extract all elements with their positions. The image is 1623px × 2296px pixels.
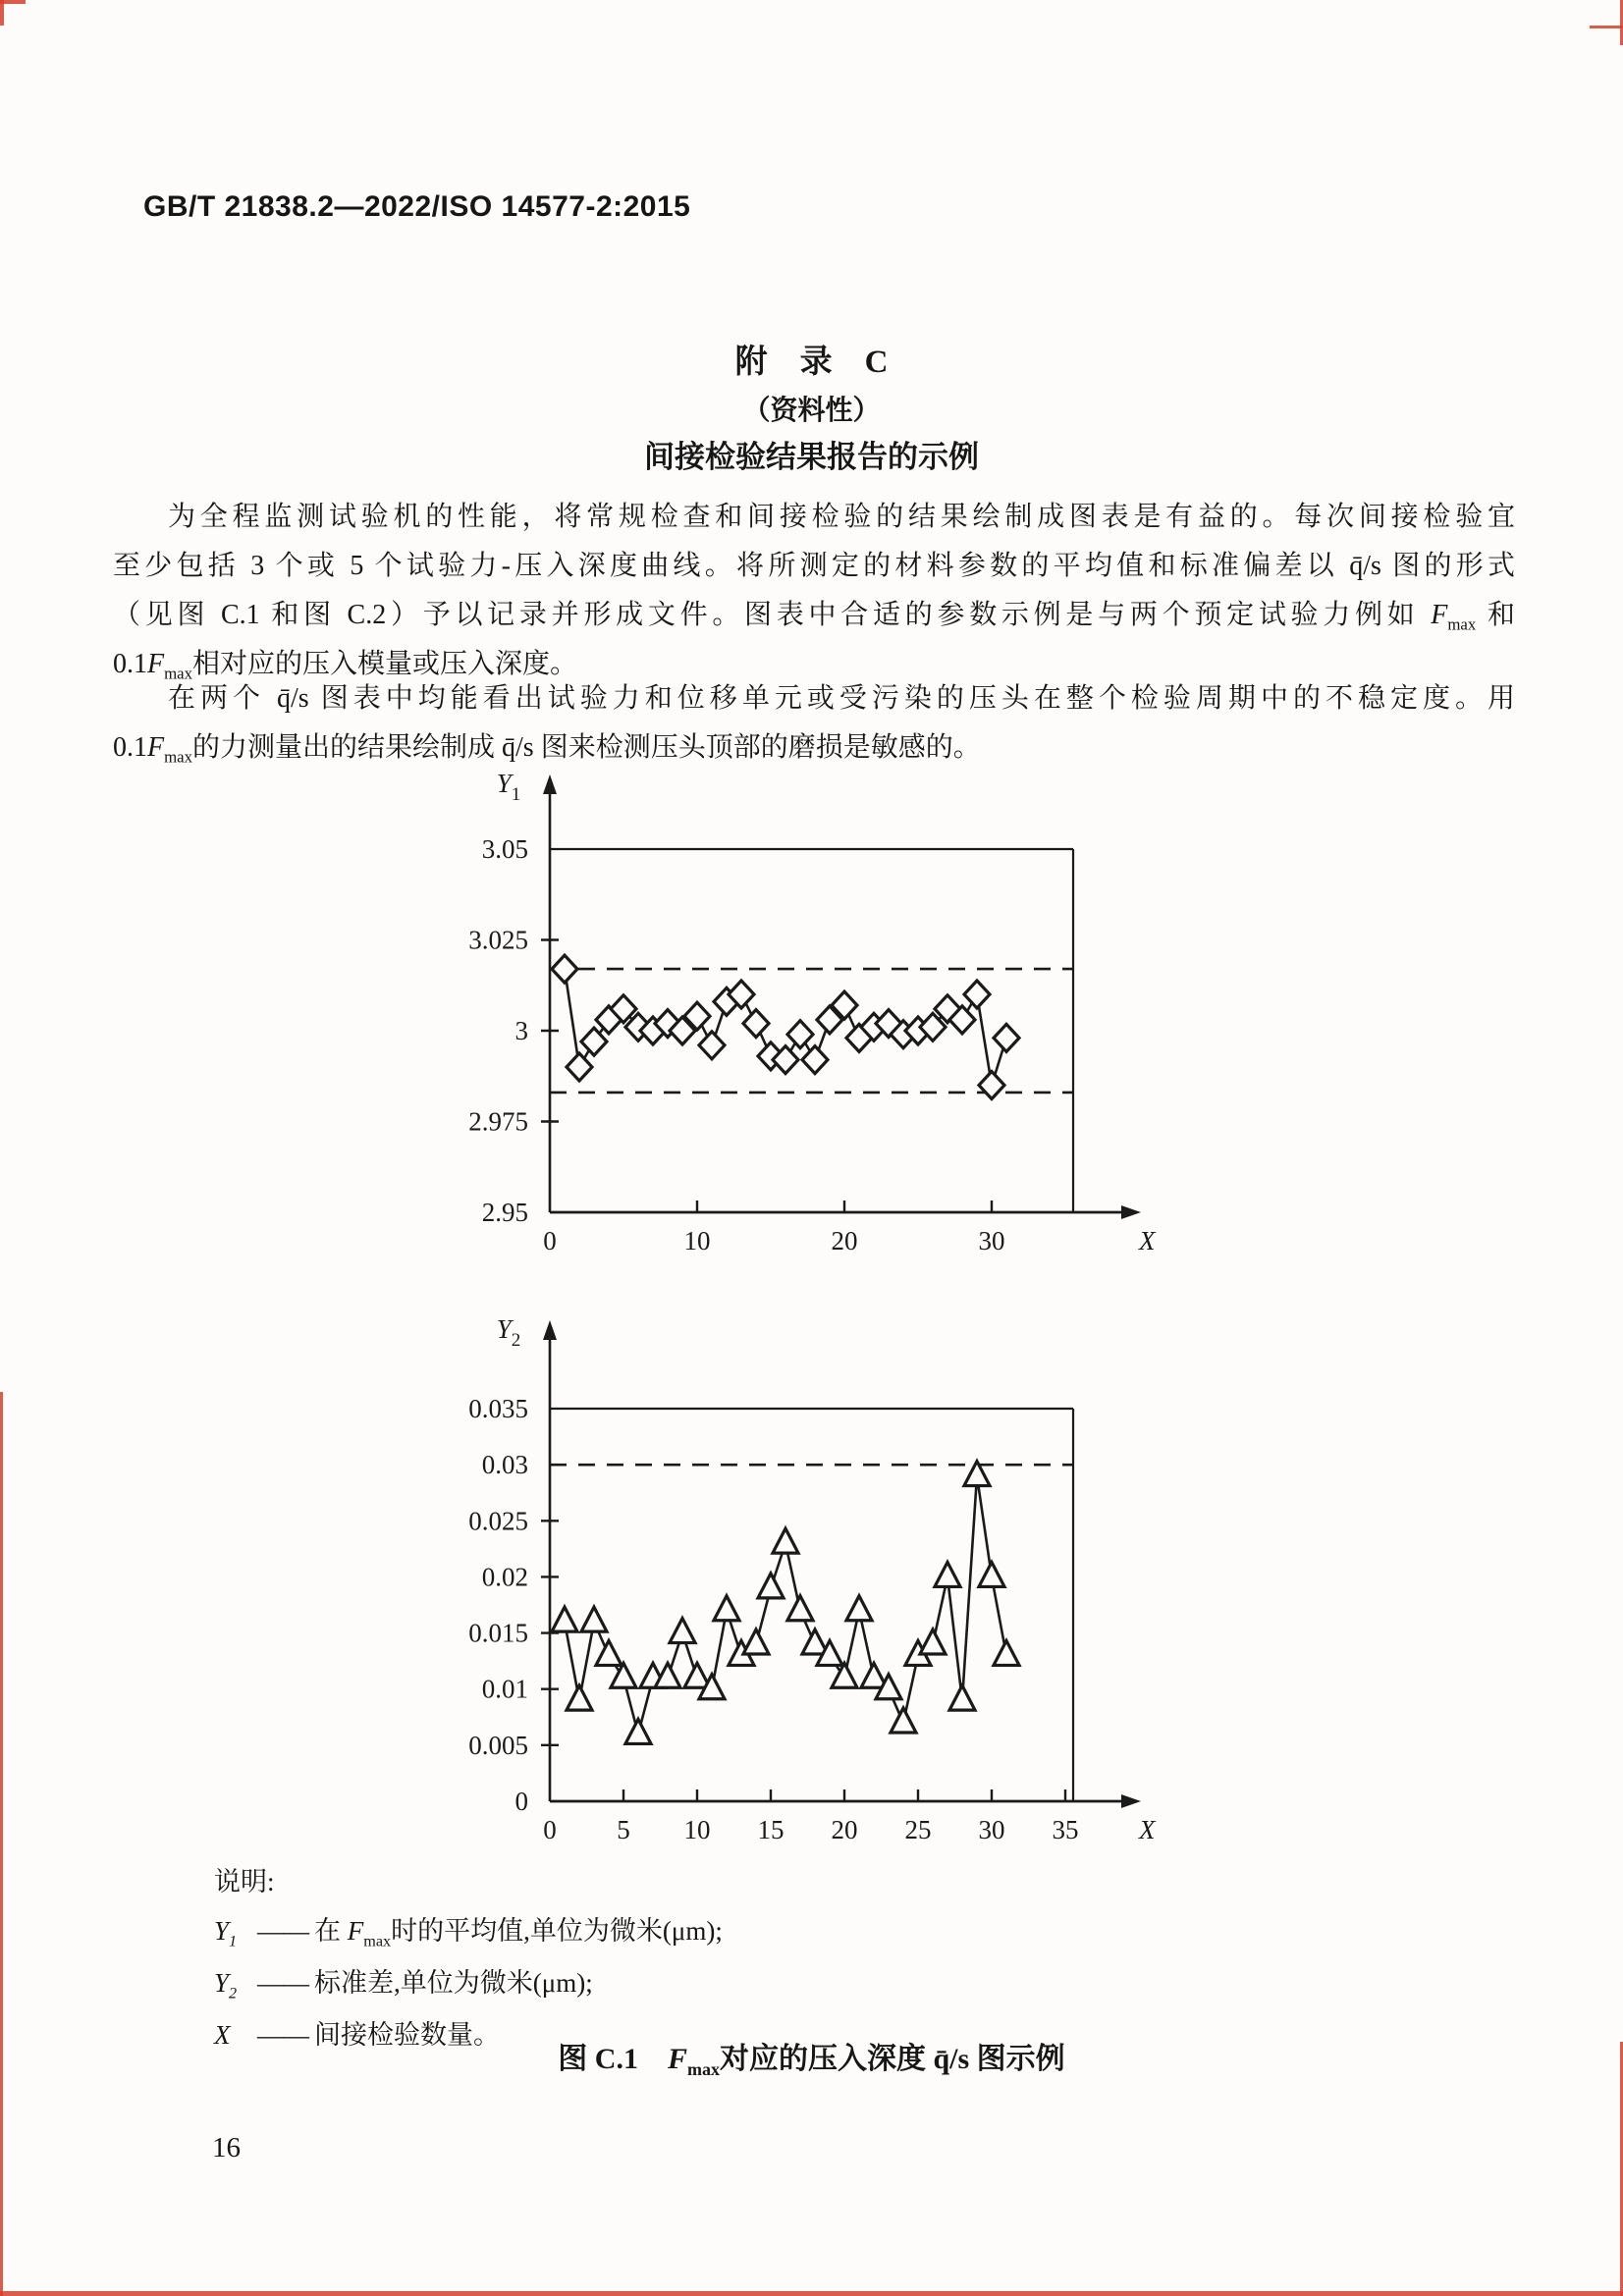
triangle-marker (625, 1719, 651, 1743)
svg-text:3.05: 3.05 (481, 834, 528, 864)
svg-text:0.005: 0.005 (468, 1730, 528, 1760)
triangle-marker (581, 1607, 607, 1631)
scan-artifact-left-line (0, 1392, 3, 2296)
svg-text:10: 10 (683, 1226, 711, 1255)
svg-text:2.975: 2.975 (468, 1106, 528, 1137)
diamond-marker (552, 955, 577, 983)
svg-text:X: X (1139, 1226, 1156, 1255)
triangle-marker (596, 1640, 622, 1665)
svg-text:X: X (1139, 1815, 1156, 1844)
svg-text:10: 10 (683, 1815, 711, 1844)
diamond-marker (743, 1010, 769, 1038)
triangle-marker (920, 1629, 946, 1654)
triangle-marker (743, 1629, 769, 1654)
diamond-marker (802, 1046, 828, 1074)
scan-artifact-bottom-line (0, 2291, 1623, 2296)
appendix-heading: 间接检验结果报告的示例 (644, 440, 979, 474)
legend-item-x: X —— 间接检验数量。 (214, 2020, 500, 2050)
scan-artifact-topleft-v (0, 0, 4, 26)
svg-text:0.03: 0.03 (481, 1450, 528, 1480)
diamond-marker (994, 1024, 1019, 1051)
svg-text:5: 5 (617, 1815, 630, 1844)
scan-artifact-topright (1590, 26, 1623, 28)
triangle-marker (832, 1663, 857, 1687)
page-number: 16 (212, 2132, 241, 2163)
chart-y2-stddev-vs-x (353, 1301, 1217, 1890)
svg-text:30: 30 (978, 1815, 1005, 1844)
svg-text:30: 30 (978, 1226, 1005, 1255)
diamond-marker (567, 1053, 592, 1081)
paragraph-line: $0.1F_{max}$的力测量出的结果绘制成 q̄/s 图来检测压头顶部的磨损是敏感的。 (113, 732, 981, 767)
paragraph-line: 为全程监测试验机的性能，将常规检查和间接检验的结果绘制成图表是有益的。每次间接检验宜 (168, 502, 1515, 532)
svg-text:2.95: 2.95 (481, 1198, 528, 1227)
triangle-marker (670, 1619, 695, 1643)
appendix-subtitle: （资料性） (742, 396, 881, 426)
triangle-marker (846, 1596, 872, 1621)
triangle-marker (994, 1640, 1019, 1665)
svg-text:15: 15 (757, 1815, 784, 1844)
appendix-title: 附 录 C (734, 345, 889, 380)
legend-item-y1: $Y_1$ —— 在 $F_{max}$时的平均值,单位为微米(μm); (214, 1916, 723, 1950)
diamond-marker (979, 1072, 1004, 1099)
triangle-marker (787, 1596, 813, 1621)
svg-text:0: 0 (543, 1815, 557, 1844)
svg-text:Y1: $Y_1$ (496, 769, 521, 805)
triangle-marker (567, 1685, 592, 1710)
svg-text:0.025: 0.025 (468, 1506, 528, 1536)
svg-text:3: 3 (514, 1016, 528, 1045)
legend-label: 说明: (214, 1867, 275, 1896)
svg-text:Y2: $Y_2$ (496, 1314, 521, 1351)
diamond-marker (699, 1032, 725, 1059)
diamond-marker (581, 1028, 607, 1055)
triangle-marker (935, 1562, 960, 1586)
svg-text:0.02: 0.02 (481, 1562, 528, 1592)
svg-text:20: 20 (831, 1226, 858, 1255)
svg-text:3.025: 3.025 (468, 925, 528, 955)
triangle-marker (979, 1562, 1004, 1586)
diamond-marker (964, 981, 990, 1008)
paragraph-2 (113, 674, 1515, 773)
diamond-marker (787, 1021, 813, 1048)
legend-item-y2: $Y_2$ —— 标准差,单位为微米(μm); (214, 1968, 593, 2002)
paragraph-line: 至少包括 3 个或 5 个试验力-压入深度曲线。将所测定的材料参数的平均值和标准偏差以 q̄/s 图的形式 (113, 551, 1515, 581)
chart-y1-mean-vs-x (353, 761, 1217, 1286)
triangle-marker (552, 1607, 577, 1631)
figure-caption: 图 C.1 $F_{max}$对应的压入深度 q̄/s 图示例 (558, 2043, 1065, 2079)
svg-text:0.035: 0.035 (468, 1394, 528, 1423)
triangle-marker (611, 1663, 636, 1687)
triangle-marker (891, 1708, 916, 1733)
svg-text:0: 0 (543, 1226, 557, 1255)
paragraph-1 (113, 493, 1515, 689)
standard-number: GB/T 21838.2—2022/ISO 14577-2:2015 (143, 190, 691, 223)
svg-text:35: 35 (1052, 1815, 1079, 1844)
triangle-marker (773, 1528, 798, 1553)
paragraph-line: $0.1F_{max}$相对应的压入模量或压入深度。 (113, 649, 578, 683)
svg-text:0.01: 0.01 (481, 1674, 528, 1704)
svg-text:0: 0 (514, 1787, 528, 1816)
svg-text:20: 20 (831, 1815, 858, 1844)
triangle-marker (949, 1685, 975, 1710)
paragraph-line: 在两个 q̄/s 图表中均能看出试验力和位移单元或受污染的压头在整个检验周期中的不稳定度。用 (168, 683, 1515, 714)
triangle-marker (758, 1574, 784, 1598)
triangle-marker (714, 1596, 739, 1621)
paragraph-line: （见图 C.1 和图 C.2）予以记录并形成文件。图表中合适的参数示例是与两个预定试验力例如 $F_{max}$ 和 (113, 600, 1515, 634)
svg-text:0.015: 0.015 (468, 1618, 528, 1648)
svg-text:25: 25 (904, 1815, 932, 1844)
figure-legend (214, 1858, 723, 2061)
